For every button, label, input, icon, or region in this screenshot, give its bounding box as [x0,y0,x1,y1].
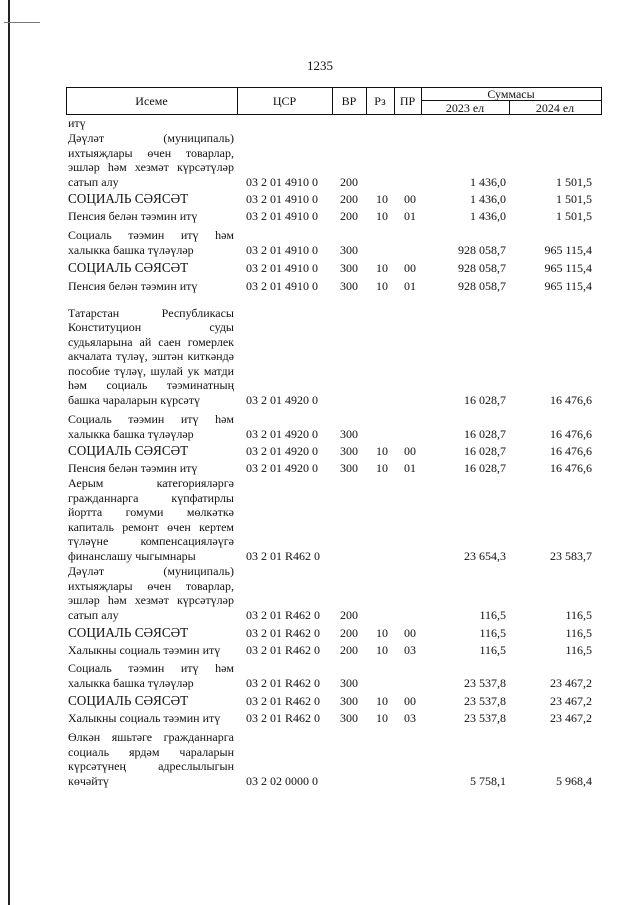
row-name: СОЦИАЛЬ СӘЯСӘТ [68,259,189,275]
row-csr: 03 2 01 R462 0 [246,607,321,622]
row-name: Халыкны социаль тәэмин итү [68,642,221,657]
row-name: СОЦИАЛЬ СӘЯСӘТ [68,692,189,708]
row-sum-2024: 116,5 [565,607,592,622]
row-name: Халыкны социаль тәэмин итү [68,710,221,725]
row-sum-2023: 116,5 [479,607,506,622]
row-sum-2024: 5 968,4 [556,773,592,788]
row-sum-2023: 116,5 [479,642,506,657]
row-name: Пенсия белән тәэмин итү [68,460,198,475]
row-name: итү [68,115,86,130]
row-sum-2023: 16 028,7 [464,426,506,441]
row-pr: 00 [404,625,416,640]
row-sum-2024: 16 476,6 [550,392,592,407]
row-vr: 300 [340,260,358,275]
row-vr: 200 [340,642,358,657]
row-name: Татарстан Республикасы Конституцион суды судьяларына ай саен гомерлек акчалата түләү, эштән киткәндә пособие түләү, шулай ук матди һәм социаль тәэминатның башка чараларын күрсәтү [68,305,234,407]
row-pr: 03 [404,710,416,725]
header-vr: ВР [341,94,357,108]
row-sum-2023: 5 758,1 [470,773,506,788]
row-rz: 10 [376,191,388,206]
row-vr: 300 [340,278,358,293]
row-rz: 10 [376,260,388,275]
row-csr: 03 2 01 4920 0 [246,392,318,407]
row-csr: 03 2 01 R462 0 [246,710,321,725]
row-csr: 03 2 02 0000 0 [246,773,318,788]
row-sum-2023: 16 028,7 [464,443,506,458]
row-name: Дәүләт (муниципаль) ихтыяҗлары өчен товарлар, эшләр һәм хезмәт күрсәтүләр сатып алу [68,564,234,622]
row-sum-2024: 1 501,5 [556,208,592,223]
row-sum-2024: 1 501,5 [556,191,592,206]
header-rz: Рз [374,94,386,108]
row-name: Пенсия белән тәэмин итү [68,278,198,293]
page-number: 1235 [307,58,333,73]
row-sum-2023: 1 436,0 [470,174,506,189]
row-pr: 00 [404,443,416,458]
row-csr: 03 2 01 4910 0 [246,242,318,257]
header-pr: ПР [399,94,416,108]
row-csr: 03 2 01 R462 0 [246,642,321,657]
row-sum-2023: 928 058,7 [458,260,506,275]
row-sum-2023: 23 537,8 [464,710,506,725]
row-sum-2023: 116,5 [479,625,506,640]
row-csr: 03 2 01 4910 0 [246,278,318,293]
row-sum-2023: 1 436,0 [470,191,506,206]
row-name: Аерым категорияләргә гражданнарга күпфатирлы йортта гомуми мөлкәткә капиталь ремонт өчен кертем түләүне компенсацияләүгә финанслашу чыгымнары [68,476,234,563]
row-name: Пенсия белән тәэмин итү [68,208,198,223]
row-rz: 10 [376,642,388,657]
row-sum-2024: 23 467,2 [550,710,592,725]
row-vr: 300 [340,693,358,708]
row-sum-2023: 23 537,8 [464,693,506,708]
row-csr: 03 2 01 R462 0 [246,693,321,708]
row-name: СОЦИАЛЬ СӘЯСӘТ [68,442,189,458]
row-rz: 10 [376,208,388,223]
row-pr: 01 [404,278,416,293]
row-vr: 300 [340,242,358,257]
row-vr: 200 [340,191,358,206]
row-sum-2024: 23 583,7 [550,548,592,563]
row-name: Социаль тәэмин итү һәм халыкка башка түләүләр [68,412,234,441]
row-vr: 200 [340,174,358,189]
row-sum-2024: 116,5 [565,625,592,640]
row-pr: 01 [404,208,416,223]
row-sum-2024: 16 476,6 [550,443,592,458]
row-vr: 300 [340,710,358,725]
row-vr: 300 [340,443,358,458]
row-sum-2023: 928 058,7 [458,242,506,257]
row-csr: 03 2 01 4920 0 [246,426,318,441]
row-sum-2024: 23 467,2 [550,675,592,690]
row-vr: 200 [340,607,358,622]
row-sum-2023: 23 537,8 [464,675,506,690]
header-sums: Суммасы [487,87,535,101]
row-sum-2024: 965 115,4 [544,242,592,257]
row-sum-2024: 23 467,2 [550,693,592,708]
header-year-2023: 2023 ел [445,101,485,115]
row-csr: 03 2 01 R462 0 [246,625,321,640]
row-name: СОЦИАЛЬ СӘЯСӘТ [68,624,189,640]
row-sum-2024: 16 476,6 [550,426,592,441]
row-csr: 03 2 01 4920 0 [246,460,318,475]
row-sum-2024: 965 115,4 [544,278,592,293]
row-csr: 03 2 01 4910 0 [246,191,318,206]
row-name: Социаль тәэмин итү һәм халыкка башка түләүләр [68,228,234,257]
row-rz: 10 [376,443,388,458]
row-pr: 01 [404,460,416,475]
row-pr: 00 [404,693,416,708]
row-sum-2024: 965 115,4 [544,260,592,275]
header-year-2024: 2024 ел [535,101,575,115]
row-vr: 300 [340,460,358,475]
row-csr: 03 2 01 4910 0 [246,208,318,223]
row-sum-2024: 16 476,6 [550,460,592,475]
row-name: Өлкән яшьтәге гражданнарга социаль ярдәм чараларын күрсәтүнең адреслылыгын көчәйтү [68,730,234,788]
row-rz: 10 [376,710,388,725]
row-sum-2024: 1 501,5 [556,174,592,189]
row-csr: 03 2 01 4910 0 [246,260,318,275]
row-pr: 00 [404,260,416,275]
row-rz: 10 [376,460,388,475]
header-csr: ЦСР [272,94,297,108]
row-sum-2024: 116,5 [565,642,592,657]
row-name: Социаль тәэмин итү һәм халыкка башка түләүләр [68,661,234,690]
row-csr: 03 2 01 R462 0 [246,675,321,690]
row-csr: 03 2 01 R462 0 [246,548,321,563]
row-sum-2023: 23 654,3 [464,548,506,563]
row-sum-2023: 16 028,7 [464,460,506,475]
row-csr: 03 2 01 4920 0 [246,443,318,458]
row-rz: 10 [376,278,388,293]
row-vr: 200 [340,625,358,640]
row-sum-2023: 16 028,7 [464,392,506,407]
row-sum-2023: 928 058,7 [458,278,506,293]
row-pr: 03 [404,642,416,657]
row-sum-2023: 1 436,0 [470,208,506,223]
row-rz: 10 [376,693,388,708]
row-vr: 300 [340,675,358,690]
row-rz: 10 [376,625,388,640]
row-name: Дәүләт (муниципаль) ихтыяҗлары өчен товарлар, эшләр һәм хезмәт күрсәтүләр сатып алу [68,131,234,189]
header-name: Исеме [135,94,168,108]
row-pr: 00 [404,191,416,206]
row-name: СОЦИАЛЬ СӘЯСӘТ [68,190,189,206]
row-vr: 300 [340,426,358,441]
row-csr: 03 2 01 4910 0 [246,174,318,189]
row-vr: 200 [340,208,358,223]
